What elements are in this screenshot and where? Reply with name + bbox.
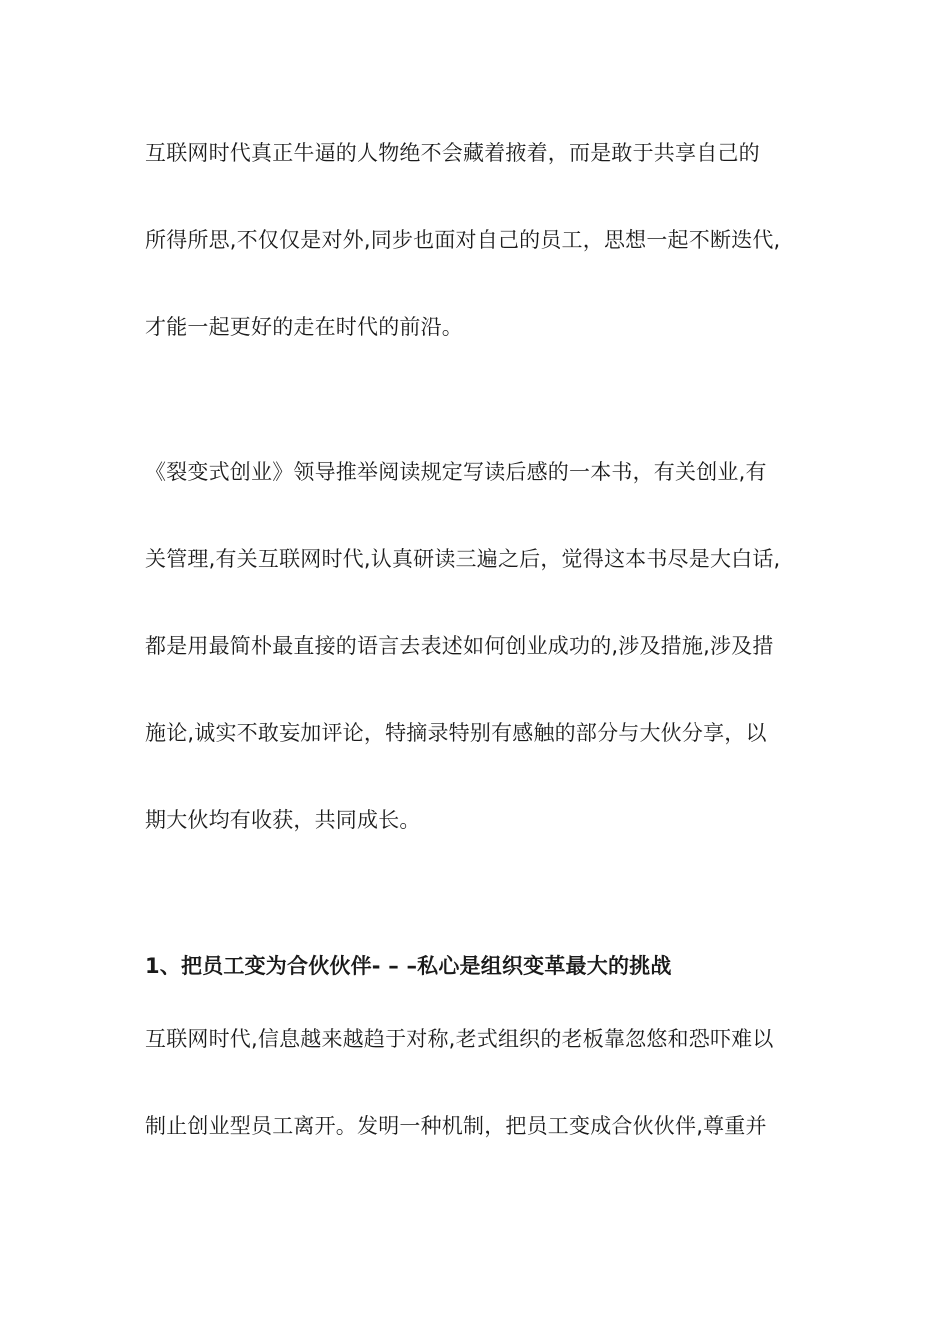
paragraph-2-line-4: 施论,诚实不敢妄加评论，特摘录特别有感触的部分与大伙分享，以 — [145, 721, 767, 745]
paragraph-1-line-3: 才能一起更好的走在时代的前沿。 — [145, 315, 463, 339]
paragraph-1-line-1: 互联网时代真正牛逼的人物绝不会藏着掖着，而是敢于共享自己的 — [145, 141, 760, 165]
paragraph-2-line-5: 期大伙均有收获，共同成长。 — [145, 808, 421, 832]
paragraph-2-line-3: 都是用最简朴最直接的语言去表述如何创业成功的,涉及措施,涉及措 — [145, 634, 774, 658]
paragraph-2-line-2: 关管理,有关互联网时代,认真研读三遍之后，觉得这本书尽是大白话, — [145, 547, 781, 571]
paragraph-2-line-1: 《裂变式创业》领导推举阅读规定写读后感的一本书，有关创业,有 — [145, 460, 767, 484]
section-body-line-2: 制止创业型员工离开。发明一种机制，把员工变成合伙伙伴,尊重并 — [145, 1114, 767, 1138]
section-body-line-1: 互联网时代,信息越来越趋于对称,老式组织的老板靠忽悠和恐吓难以 — [145, 1027, 774, 1051]
paragraph-1-line-2: 所得所思,不仅仅是对外,同步也面对自己的员工，思想一起不断迭代, — [145, 228, 781, 252]
section-heading: 1、把员工变为合伙伙伴- – –私心是组织变革最大的挑战 — [145, 954, 672, 978]
